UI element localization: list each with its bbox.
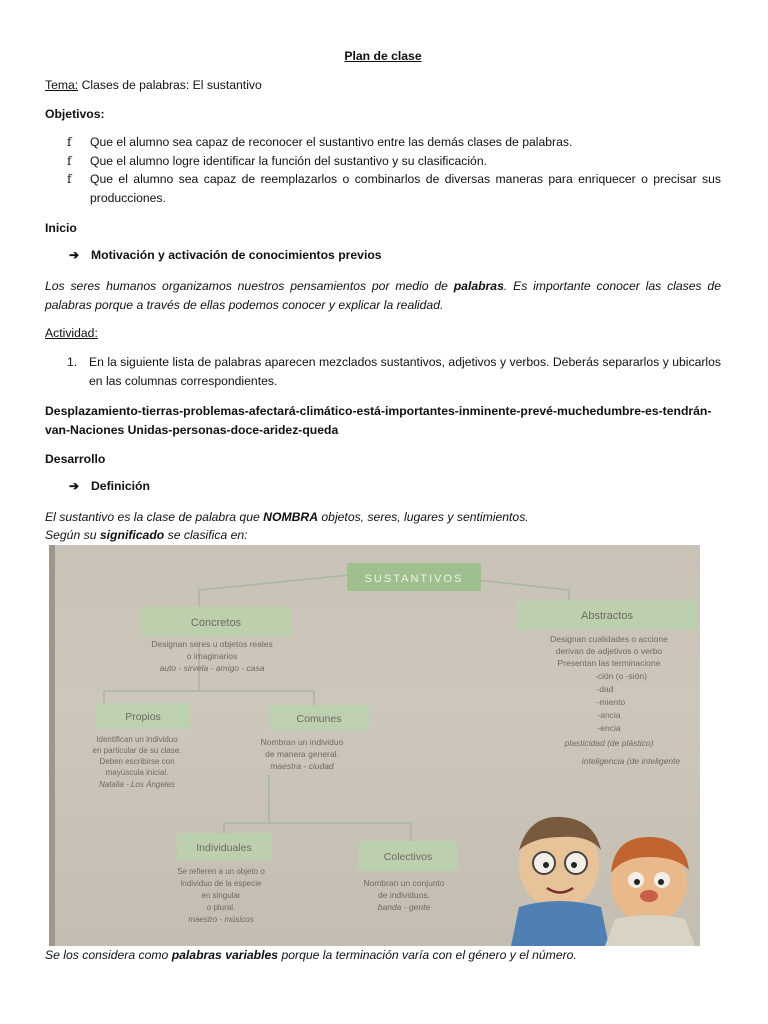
propios-label: Propios	[125, 711, 161, 723]
svg-text:de manera general.: de manera general.	[265, 749, 339, 759]
svg-text:Designan seres u objetos reale: Designan seres u objetos reales	[151, 639, 273, 649]
svg-text:Deben escribirse con: Deben escribirse con	[99, 757, 175, 766]
svg-text:auto - sirvela - amigo - casa: auto - sirvela - amigo - casa	[159, 663, 265, 673]
inicio-paragraph: Los seres humanos organizamos nuestros pensamientos por medio de palabras. Es importante conocer las clases de palabras porque a través de ellas podemos conocer y explicar la realidad.	[45, 279, 721, 312]
colectivos-label: Colectivos	[383, 851, 433, 863]
desarrollo-subheading: ➔ Definición	[69, 479, 150, 493]
svg-text:-miento: -miento	[596, 697, 626, 707]
cartoon-children-illustration	[511, 817, 695, 946]
actividad-heading: Actividad:	[45, 326, 98, 340]
svg-text:Se refieren a un objeto o: Se refieren a un objeto o	[177, 867, 265, 876]
classification-line: Según su significado se clasifica en:	[45, 528, 248, 542]
svg-text:-ción (o -sión): -ción (o -sión)	[595, 671, 647, 681]
svg-text:en singular: en singular	[201, 891, 241, 900]
item-number: 1.	[67, 355, 78, 369]
individuales-text	[177, 867, 265, 924]
svg-text:en particular de su clase.: en particular de su clase.	[92, 746, 182, 755]
svg-text:Nombran un conjunto: Nombran un conjunto	[363, 878, 445, 888]
svg-text:Nombran un individuo: Nombran un individuo	[260, 737, 344, 747]
colectivos-text	[363, 878, 445, 912]
svg-text:derivan de adjetivos o verbo: derivan de adjetivos o verbo	[555, 646, 663, 656]
bullet-icon: f	[67, 172, 72, 186]
individuales-label: Individuales	[196, 842, 252, 854]
inicio-heading: Inicio	[45, 221, 77, 235]
svg-text:maestro - músicos: maestro - músicos	[188, 915, 254, 924]
sustantivos-diagram	[49, 545, 700, 946]
arrow-right-icon: ➔	[69, 248, 80, 262]
svg-text:inteligencia (de inteligente: inteligencia (de inteligente	[581, 756, 681, 766]
actividad-item: 1. En la siguiente lista de palabras aparecen mezclados sustantivos, adjetivos y verbos. Deberás separarlos y ubicarlos en las columnas correspondientes.	[67, 355, 721, 388]
svg-text:o plural.: o plural.	[206, 903, 236, 912]
word-list: Desplazamiento-tierras-problemas-afectará-climático-está-importantes-inminente-prevé-muchedumbre-es-tendrán-van-Naciones Unidas-personas-doce-aridez-queda	[45, 404, 712, 437]
svg-text:mayúscula inicial.: mayúscula inicial.	[105, 768, 169, 777]
abstractos-text	[550, 634, 680, 766]
document-title: Plan de clase	[344, 49, 422, 63]
objetivos-list	[67, 133, 721, 207]
inicio-subheading: ➔ Motivación y activación de conocimientos previos	[69, 248, 382, 262]
comunes-label: Comunes	[296, 713, 342, 725]
tema-line	[45, 76, 721, 94]
bullet-icon: f	[67, 153, 72, 168]
svg-text:Identifican un individuo: Identifican un individuo	[96, 735, 178, 744]
svg-text:Natalia - Los Ángeles: Natalia - Los Ángeles	[98, 780, 176, 789]
sustantivos-label: SUSTANTIVOS	[364, 573, 464, 585]
svg-text:Designan cualidades o accione: Designan cualidades o accione	[550, 634, 668, 644]
arrow-right-icon: ➔	[69, 479, 80, 493]
svg-text:maestra - ciudad: maestra - ciudad	[270, 761, 334, 771]
svg-text:-ancia: -ancia	[597, 710, 621, 720]
svg-text:-encia: -encia	[597, 723, 621, 733]
propios-text	[93, 735, 182, 789]
objetivo-item: f Que el alumno sea capaz de reemplazarlos o combinarlos de diversas maneras para enriquecer o precisar sus producciones.	[67, 172, 721, 205]
svg-text:de individuos.: de individuos.	[378, 890, 430, 900]
tema-label: Tema:	[45, 78, 79, 92]
svg-text:-dad: -dad	[596, 684, 614, 694]
abstractos-label: Abstractos	[581, 610, 633, 622]
definition-line: El sustantivo es la clase de palabra que NOMBRA objetos, seres, lugares y sentimientos.	[45, 510, 529, 524]
svg-text:Presentan las terminacione: Presentan las terminacione	[557, 658, 661, 668]
bullet-icon: f	[67, 135, 72, 149]
comunes-text	[261, 737, 344, 771]
objetivo-item: f Que el alumno sea capaz de reconocer el sustantivo entre las demás clases de palabras.	[67, 133, 721, 152]
concretos-label: Concretos	[190, 617, 242, 629]
tema-value: Clases de palabras: El sustantivo	[78, 78, 262, 92]
concretos-text	[151, 639, 272, 673]
svg-text:o imaginarios: o imaginarios	[186, 651, 238, 661]
svg-text:individuo de la especie: individuo de la especie	[180, 879, 262, 888]
svg-text:plasticidad (de plástico): plasticidad (de plástico)	[564, 738, 654, 748]
objetivo-item: f Que el alumno logre identificar la función del sustantivo y su clasificación.	[67, 152, 721, 171]
objetivos-heading: Objetivos:	[45, 107, 105, 121]
footer-line: Se los considera como palabras variables porque la terminación varía con el género y el número.	[45, 948, 577, 962]
svg-text:banda - gente: banda - gente	[377, 902, 431, 912]
desarrollo-heading: Desarrollo	[45, 452, 106, 466]
sustantivos-diagram-photo	[49, 545, 700, 946]
